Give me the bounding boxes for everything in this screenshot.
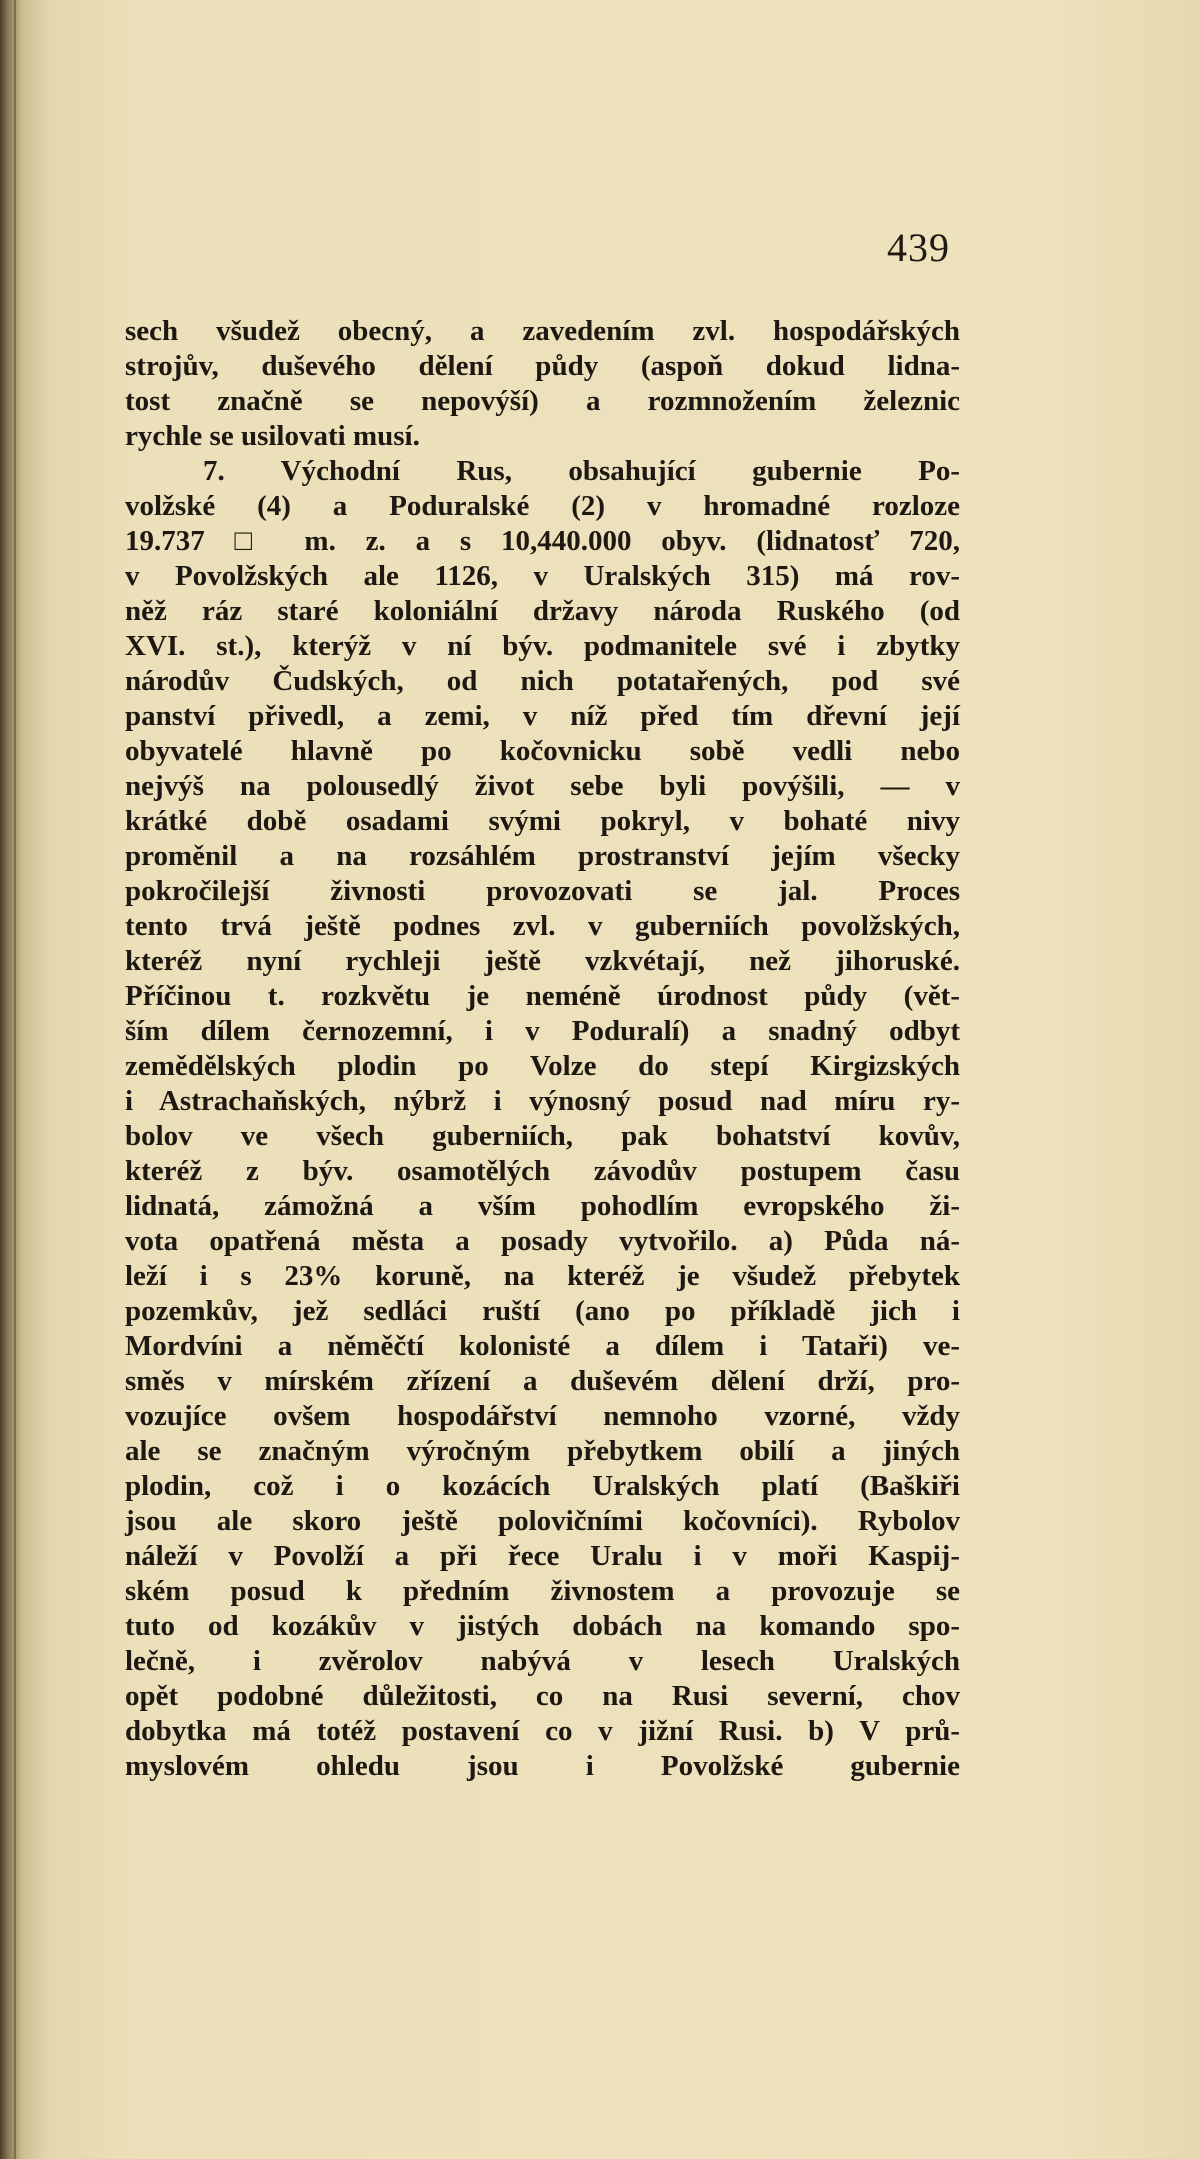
- page-number: 439: [887, 225, 950, 270]
- text-line: myslovém ohledu jsou i Povolžské gubernie: [125, 1750, 960, 1782]
- text-line: tento trvá ještě podnes zvl. v guberniích povolžských,: [125, 910, 960, 942]
- text-line: pokročilejší živnosti provozovati se jal. Proces: [125, 875, 960, 907]
- text-line: jsou ale skoro ještě polovičními kočovníci). Rybolov: [125, 1505, 960, 1537]
- text-line: pozemkův, jež sedláci ruští (ano po příkladě jich i: [125, 1295, 960, 1327]
- text-line: tost značně se nepovýší) a rozmnožením železnic: [125, 385, 960, 417]
- text-line: zemědělských plodin po Volze do stepí Kirgizských: [125, 1050, 960, 1082]
- text-line: kteréž z býv. osamotělých závodův postupem času: [125, 1155, 960, 1187]
- text-line: strojův, duševého dělení půdy (aspoň dokud lidna-: [125, 350, 960, 382]
- text-line: kteréž nyní rychleji ještě vzkvétají, než jihoruské.: [125, 945, 960, 977]
- text-line: XVI. st.), kterýž v ní býv. podmanitele své i zbytky: [125, 630, 960, 662]
- text-line: v Povolžských ale 1126, v Uralských 315) má rov-: [125, 560, 960, 592]
- text-line: něž ráz staré koloniální državy národa Ruského (od: [125, 595, 960, 627]
- text-line: rychle se usilovati musí.: [125, 420, 420, 452]
- text-line: volžské (4) a Poduralské (2) v hromadné rozloze: [125, 490, 960, 522]
- text-line: lečně, i zvěrolov nabývá v lesech Uralských: [125, 1645, 960, 1677]
- text-line: bolov ve všech guberniích, pak bohatství kovův,: [125, 1120, 960, 1152]
- text-line: nejvýš na polousedlý život sebe byli povýšili, — v: [125, 770, 960, 802]
- text-line: opět podobné důležitosti, co na Rusi severní, chov: [125, 1680, 960, 1712]
- text-line: ším dílem černozemní, i v Poduralí) a snadný odbyt: [125, 1015, 960, 1047]
- text-line: ském posud k předním živnostem a provozuje se: [125, 1575, 960, 1607]
- text-line: směs v mírském zřízení a duševém dělení drží, pro-: [125, 1365, 960, 1397]
- body-text: [125, 314, 960, 1784]
- text-line: panství přivedl, a zemi, v níž před tím dřevní její: [125, 700, 960, 732]
- text-line: leží i s 23% koruně, na kteréž je všudež přebytek: [125, 1260, 960, 1292]
- text-line: Příčinou t. rozkvětu je neméně úrodnost půdy (vět-: [125, 980, 960, 1012]
- text-line: Mordvíni a něměčtí kolonisté a dílem i Tataři) ve-: [125, 1330, 960, 1362]
- text-line: lidnatá, zámožná a vším pohodlím evropského ži-: [125, 1190, 960, 1222]
- text-line: tuto od kozákův v jistých dobách na komando spo-: [125, 1610, 960, 1642]
- text-line: náleží v Povolží a při řece Uralu i v moři Kaspij-: [125, 1540, 960, 1572]
- text-line: i Astrachaňských, nýbrž i výnosný posud nad míru ry-: [125, 1085, 960, 1117]
- text-line: 19.737 □ m. z. a s 10,440.000 obyv. (lidnatosť 720,: [125, 525, 960, 557]
- text-line: sech všudež obecný, a zavedením zvl. hospodářských: [125, 315, 960, 347]
- text-line: ale se značným výročným přebytkem obilí a jiných: [125, 1435, 960, 1467]
- text-line: dobytka má totéž postavení co v jižní Rusi. b) V prů-: [125, 1715, 960, 1747]
- section-heading-line: 7. Východní Rus, obsahující gubernie Po-: [203, 455, 960, 487]
- text-line: vota opatřená města a posady vytvořilo. a) Půda ná-: [125, 1225, 960, 1257]
- text-line: vozujíce ovšem hospodářství nemnoho vzorné, vždy: [125, 1400, 960, 1432]
- text-line: proměnil a na rozsáhlém prostranství jejím všecky: [125, 840, 960, 872]
- book-spine-shadow: [14, 0, 16, 2159]
- text-line: národův Čudských, od nich potatařených, pod své: [125, 665, 960, 697]
- text-line: krátké době osadami svými pokryl, v bohaté nivy: [125, 805, 960, 837]
- text-line: obyvatelé hlavně po kočovnicku sobě vedli nebo: [125, 735, 960, 767]
- text-line: plodin, což i o kozácích Uralských platí (Baškiři: [125, 1470, 960, 1502]
